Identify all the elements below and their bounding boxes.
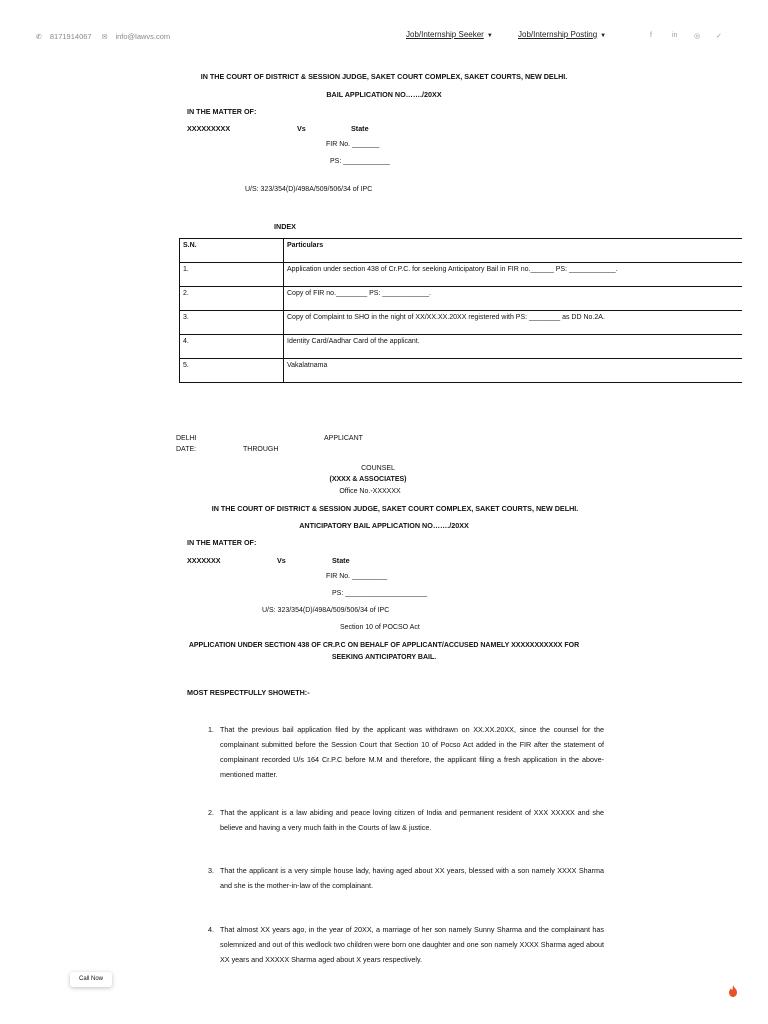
header-sn: S.N. [180,239,284,263]
instagram-icon[interactable]: ◎ [694,33,701,40]
email-address[interactable]: info@lawvs.com [115,32,171,41]
twitter-icon[interactable]: ✓ [716,33,722,40]
paragraph-1 [208,722,604,782]
paragraph-text: That the applicant is a very simple house lady, having aged about XX years, blessed with a son namely XXXX Sharma and she is the mother-in-law of the complainant. [220,866,604,890]
under-section-2: U/S: 323/354(D)/498A/509/506/34 of IPC [262,607,390,614]
anticipatory-bail-number: ANTICIPATORY BAIL APPLICATION NO……./20XX [299,521,469,530]
paragraph-2 [208,805,604,835]
row-sn: 1. [180,263,284,287]
date-label: DATE: [176,446,197,453]
paragraph-4 [208,922,604,967]
party-state: State [351,124,369,133]
row-particulars: Vakalatnama [284,359,743,383]
facebook-icon[interactable]: f [650,32,652,39]
party-state-2: State [332,556,350,565]
nav-job-posting-label: Job/Internship Posting [518,30,598,39]
paragraph-text: That almost XX years ago, in the year of 20XX, a marriage of her son namely Sunny Sharma and the complainant has solemnized and out of this wedlock two children were born one daughter and one son namely XXXX Sharma aged about XX years and XXXXX Sharma aged about X years respectively. [220,925,604,964]
table-row [180,263,743,287]
paragraph-number: 4. [208,925,214,934]
table-row [180,311,743,335]
linkedin-icon[interactable]: in [672,32,678,39]
row-particulars: Copy of Complaint to SHO in the night of XX/XX.XX.20XX registered with PS: ________ as DD No.2A. [284,311,743,335]
row-sn: 5. [180,359,284,383]
showeth-label: MOST RESPECTFULLY SHOWETH:- [187,688,310,697]
fir-number: FIR No. _______ [326,141,380,148]
fire-icon[interactable] [728,985,738,997]
row-sn: 3. [180,311,284,335]
nav-job-posting[interactable] [518,30,606,39]
paragraph-number: 2. [208,808,214,817]
office-number: Office No.-XXXXXX [339,488,401,495]
index-title: INDEX [274,222,296,231]
top-bar [0,0,768,72]
paragraph-number: 3. [208,866,214,875]
police-station-2: PS: _____________________ [332,590,427,597]
versus-label: Vs [297,124,306,133]
table-header-row [180,239,743,263]
nav-job-seeker[interactable] [406,30,493,39]
index-table [179,238,742,383]
paragraph-text: That the applicant is a law abiding and peace loving citizen of India and permanent resident of XXX XXXXX and she believe and having a very much faith in the Courts of law & justice. [220,808,604,832]
matter-label-2: IN THE MATTER OF: [187,538,257,547]
email-icon: ✉ [101,33,108,41]
call-now-button[interactable]: Call Now [70,972,112,987]
contact-info [36,32,170,41]
paragraph-text: That the previous bail application filed by the applicant was withdrawn on XX.XX.20XX, since the counsel for the complainant submitted before the Session Court that Section 10 of Pocso Act added in the FIR after the statement of complainant recorded U/s 164 Cr.P.C before M.M and therefore, the applicant filing a fresh application in the above-mentioned matter. [220,725,604,779]
table-row [180,335,743,359]
bail-application-number: BAIL APPLICATION NO……./20XX [326,90,442,99]
firm-name: (XXXX & ASSOCIATES) [329,476,407,483]
applicant-label: APPLICANT [324,435,363,442]
matter-label: IN THE MATTER OF: [187,107,257,116]
header-particulars: Particulars [284,239,743,263]
nav-job-seeker-label: Job/Internship Seeker [406,30,484,39]
phone-number[interactable]: 8171914067 [49,32,92,41]
table-row [180,359,743,383]
table-row [180,287,743,311]
caret-down-icon: ▼ [486,33,493,39]
party-applicant: XXXXXXXXX [187,124,231,133]
pocso-section: Section 10 of POCSO Act [340,624,420,631]
court-title: IN THE COURT OF DISTRICT & SESSION JUDGE, SAKET COURT COMPLEX, SAKET COURTS, NEW DELHI. [200,72,568,81]
application-heading-line1: APPLICATION UNDER SECTION 438 OF CR.P.C ON BEHALF OF APPLICANT/ACCUSED NAMELY XXXXXXXXXXX FOR [188,642,580,649]
caret-down-icon: ▼ [600,33,607,39]
phone-icon: ✆ [36,33,42,41]
place-delhi: DELHI [176,435,197,442]
counsel-label: COUNSEL [361,465,395,472]
under-section: U/S: 323/354(D)/498A/509/506/34 of IPC [245,186,373,193]
row-sn: 4. [180,335,284,359]
application-heading-line2: SEEKING ANTICIPATORY BAIL. [331,654,437,661]
versus-label-2: Vs [277,556,286,565]
row-particulars: Application under section 438 of Cr.P.C. for seeking Anticipatory Bail in FIR no.______ PS: ____________. [284,263,743,287]
paragraph-3 [208,863,604,893]
paragraph-number: 1. [208,725,214,734]
row-particulars: Identity Card/Aadhar Card of the applicant. [284,335,743,359]
through-label: THROUGH [243,446,279,453]
fir-number-2: FIR No. _________ [326,573,388,580]
police-station: PS: ____________ [330,158,390,165]
row-particulars: Copy of FIR no.________ PS: ____________. [284,287,743,311]
row-sn: 2. [180,287,284,311]
court-title-2: IN THE COURT OF DISTRICT & SESSION JUDGE, SAKET COURT COMPLEX, SAKET COURTS, NEW DELHI. [211,504,579,513]
party-applicant-2: XXXXXXX [187,556,221,565]
